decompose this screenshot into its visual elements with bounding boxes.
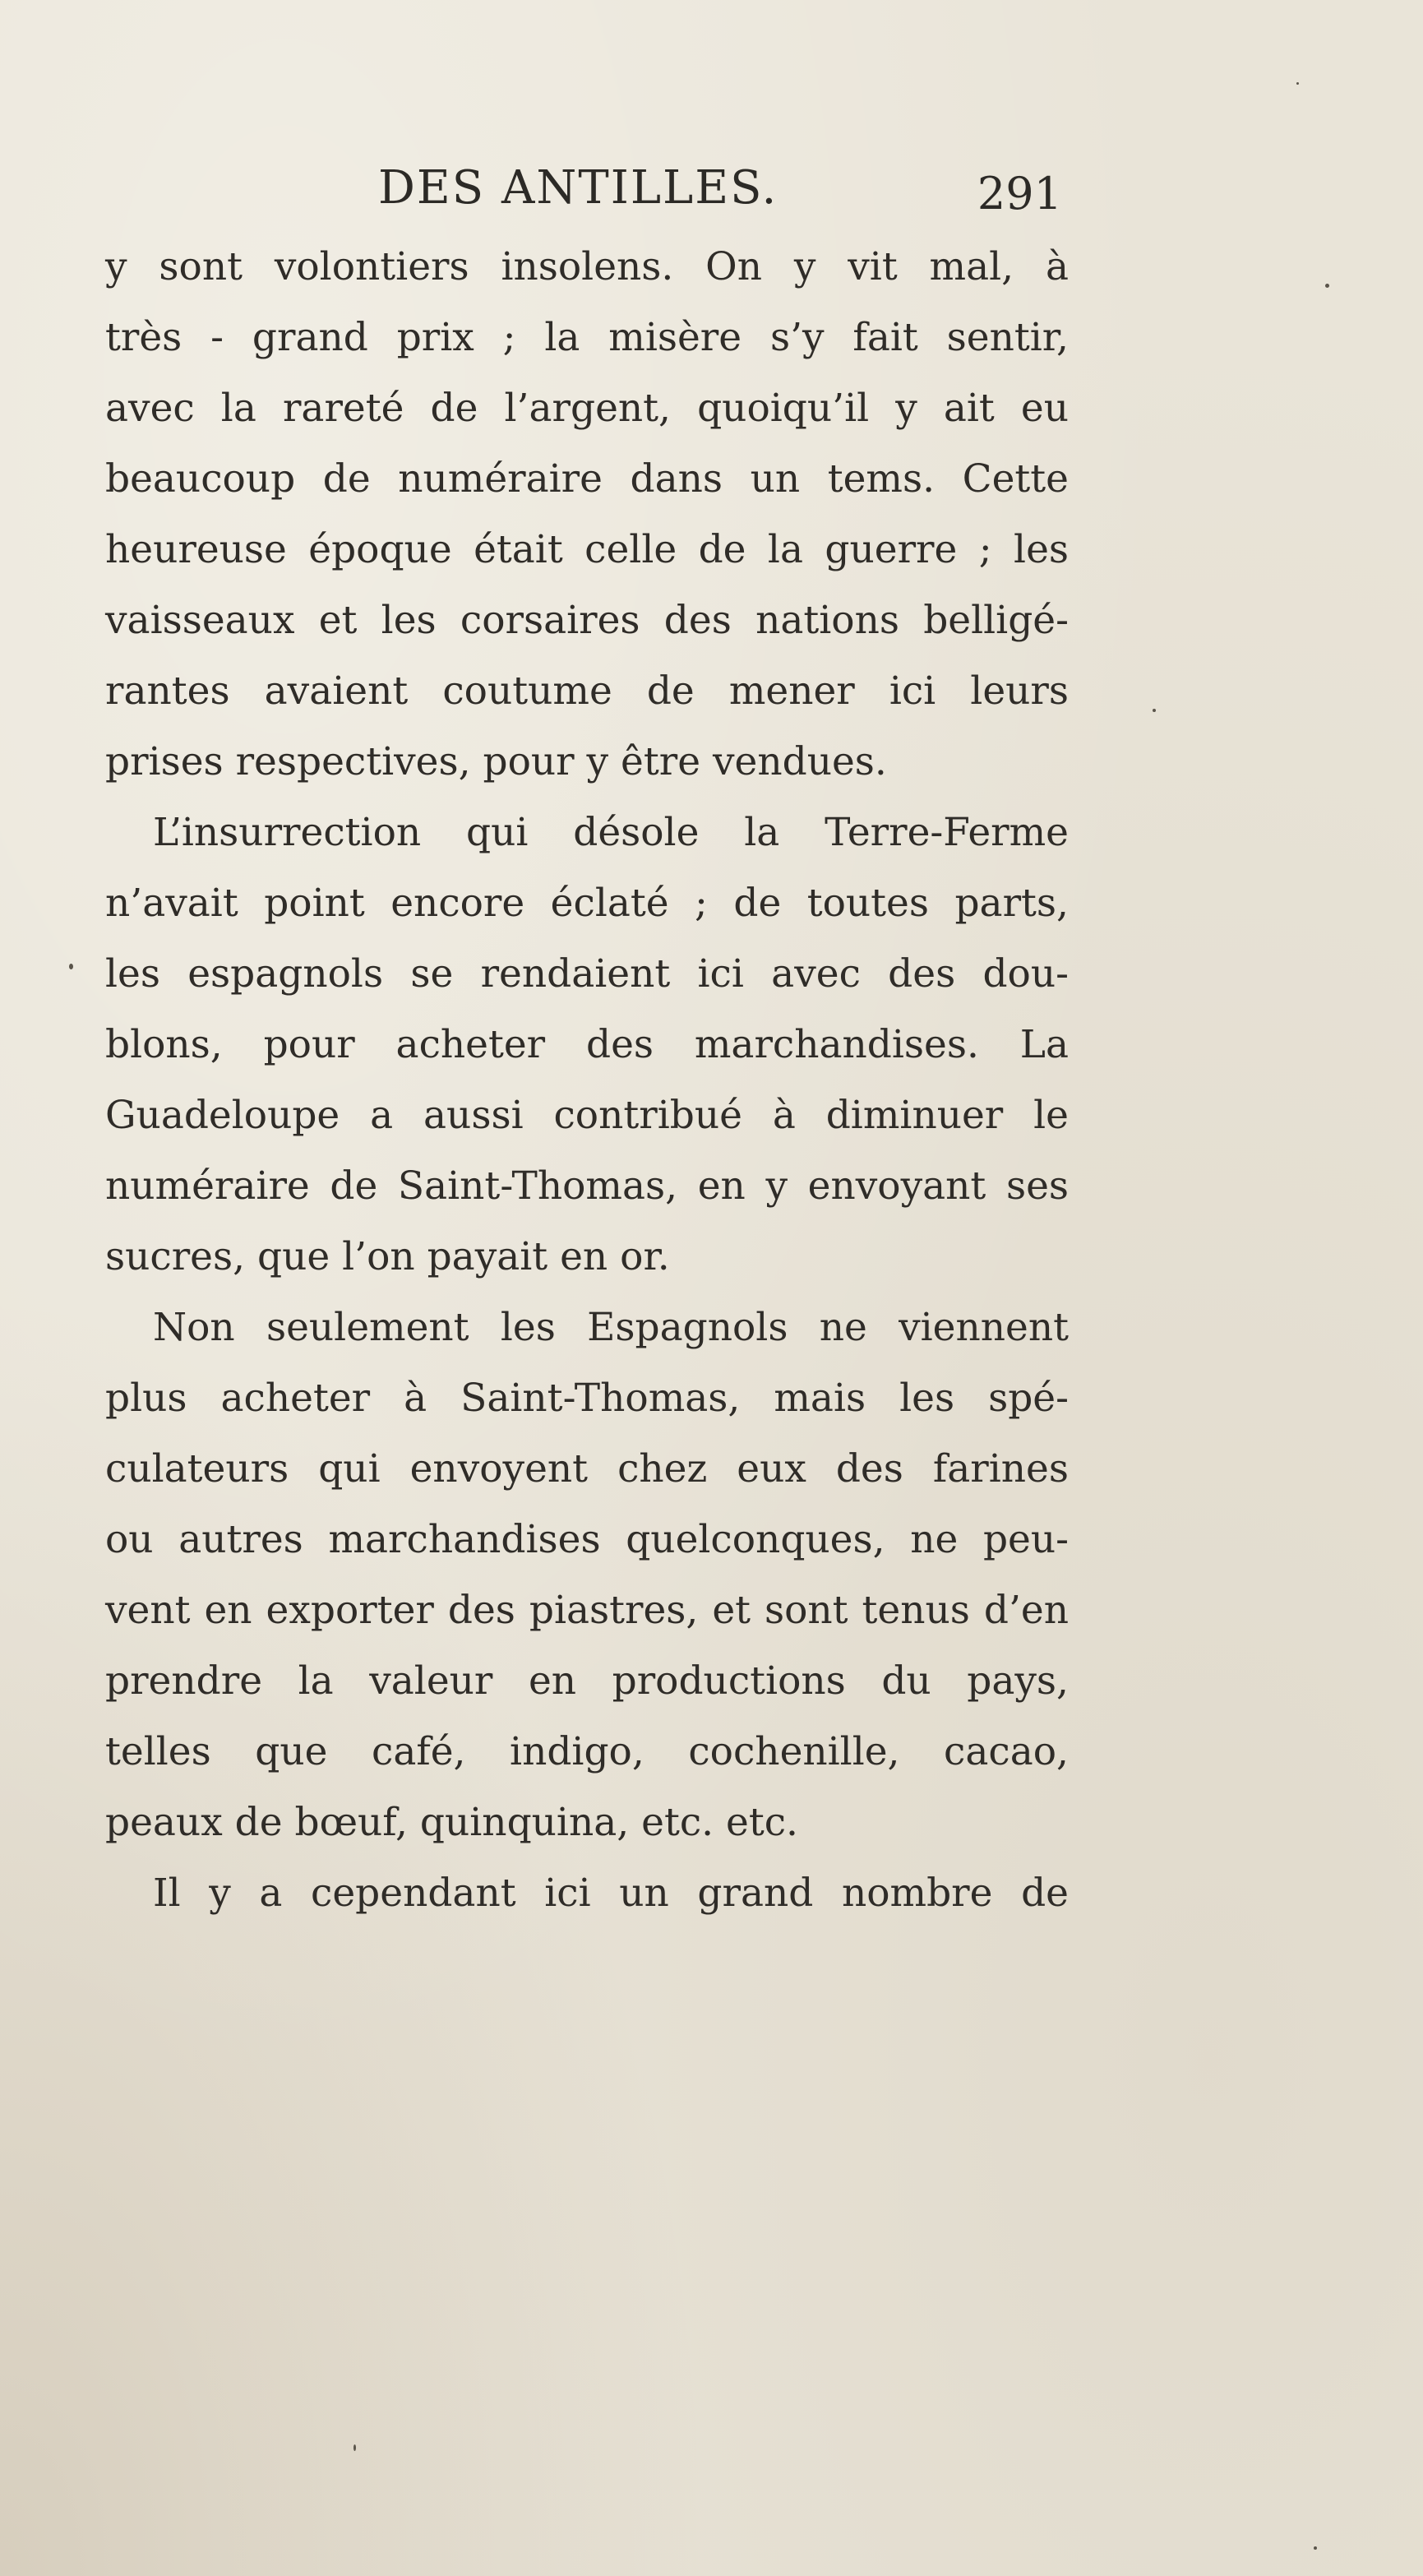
text-line: vent en exporter des piastres, et sont tenus d’en <box>105 1588 1069 1633</box>
text-line: rantes avaient coutume de mener ici leurs <box>105 668 1069 714</box>
text-line: les espagnols se rendaient ici avec des dou- <box>105 951 1069 997</box>
text-line: beaucoup de numéraire dans un tems. Cette <box>105 456 1069 502</box>
text-line: très - grand prix ; la misère s’y fait sentir, <box>105 315 1069 360</box>
text-line: plus acheter à Saint-Thomas, mais les spé- <box>105 1376 1069 1421</box>
text-line: sucres, que l’on payait en or. <box>105 1234 670 1279</box>
paper-speck <box>1296 82 1299 85</box>
text-line: prises respectives, pour y être vendues. <box>105 739 887 784</box>
text-line: y sont volontiers insolens. On y vit mal, à <box>105 244 1069 289</box>
paper-speck <box>353 2444 356 2451</box>
text-line: ou autres marchandises quelconques, ne peu- <box>105 1517 1069 1562</box>
paper-speck <box>1325 284 1329 288</box>
text-line: telles que café, indigo, cochenille, cacao, <box>105 1729 1069 1774</box>
paper-speck <box>1153 709 1156 712</box>
text-line: heureuse époque était celle de la guerre ; les <box>105 527 1069 572</box>
paper-speck <box>1314 2546 1317 2550</box>
text-line: peaux de bœuf, quinquina, etc. etc. <box>105 1800 798 1845</box>
text-line: n’avait point encore éclaté ; de toutes parts, <box>105 881 1069 926</box>
paragraph-start: Il y a cependant ici un grand nombre de <box>153 1871 1069 1916</box>
paragraph-start: L’insurrection qui désole la Terre-Ferme <box>153 810 1069 855</box>
running-title: DES ANTILLES. <box>378 161 778 215</box>
text-line: Guadeloupe a aussi contribué à diminuer le <box>105 1093 1069 1138</box>
text-line: vaisseaux et les corsaires des nations belligé- <box>105 598 1069 643</box>
text-line: blons, pour acheter des marchandises. La <box>105 1022 1069 1067</box>
text-line: prendre la valeur en productions du pays, <box>105 1658 1069 1704</box>
page-header <box>105 161 1069 227</box>
page-number: 291 <box>977 168 1062 220</box>
text-line: numéraire de Saint-Thomas, en y envoyant ses <box>105 1163 1069 1209</box>
text-line: avec la rareté de l’argent, quoiqu’il y ait eu <box>105 386 1069 431</box>
body-text <box>105 232 1069 1929</box>
text-line: culateurs qui envoyent chez eux des farines <box>105 1446 1069 1491</box>
paragraph-start: Non seulement les Espagnols ne viennent <box>153 1305 1069 1350</box>
paper-speck <box>69 964 73 969</box>
